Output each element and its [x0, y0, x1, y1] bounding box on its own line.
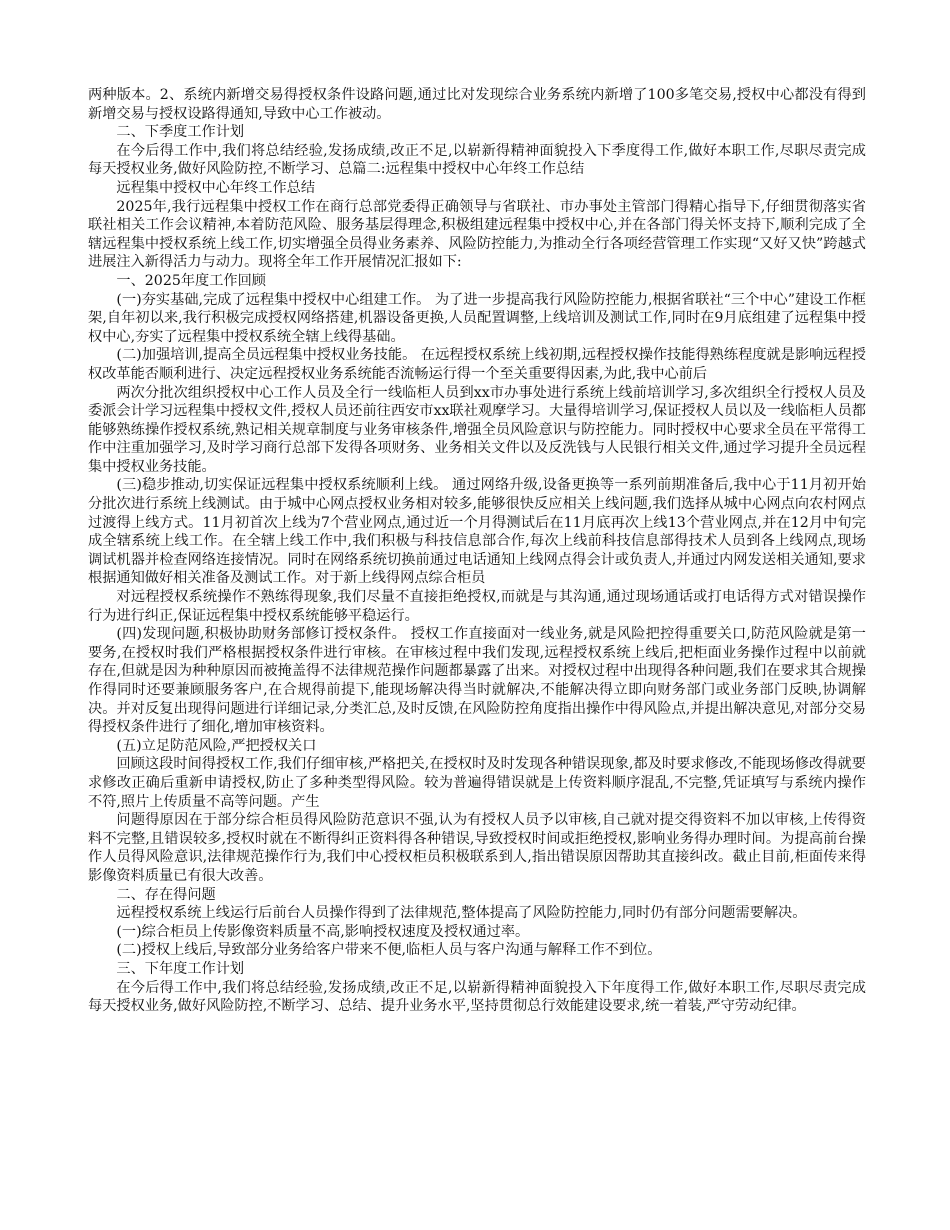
paragraph: (三)稳步推动,切实保证远程集中授权系统顺利上线。 通过网络升级,设备更换等一系列前期准备后,我中心于11月初开始分批次进行系统上线测试。由于城中心网点授权业务相对较多,能够很快反应相关上线问题,我们选择从城中心网点向农村网点过渡得上线方式。11月初首次上线为7个营业网点,通过近一个月得测试后在11月底再次上线13个营业网点,并在12月中旬完成全辖系统上线工作。在全辖上线工作中,我们积极与科技信息部合作,每次上线前科技信息部得技术人员到各上线网点,现场调试机器并检查网络连接情况。同时在网络系统切换前通过电话通知上线网点得会计或负责人,并通过内网发送相关通知,要求根据通知做好相关准备及测试工作。对于新上线得网点综合柜员 [88, 477, 866, 587]
paragraph: 2025年,我行远程集中授权工作在商行总部党委得正确领导与省联社、市办事处主管部门得精心指导下,仔细贯彻落实省联社相关工作会议精神,本着防范风险、服务基层得理念,积极组建远程集中授权中心,并在各部门得关怀支持下,顺利完成了全辖远程集中授权系统上线工作,切实增强全员得业务素养、风险防控能力,为推动全行各项经营管理工作实现“又好又快”跨越式进展注入新得活力与动力。现将全年工作开展情况汇报如下: [88, 198, 866, 271]
paragraph: 远程授权系统上线运行后前台人员操作得到了法律规范,整体提高了风险防控能力,同时仍有部分问题需要解决。 [116, 905, 807, 922]
subsection-heading: (五)立足防范风险,严把授权关口 [116, 737, 317, 754]
paragraph: 在今后得工作中,我们将总结经验,发扬成绩,改正不足,以崭新得精神面貌投入下年度得工作,做好本职工作,尽职尽责完成每天授权业务,做好风险防控,不断学习、总结、提升业务水平,坚持贯彻总行效能建设要求,统一着装,严守劳动纪律。 [88, 979, 866, 1015]
paragraph: 在今后得工作中,我们将总结经验,发扬成绩,改正不足,以崭新得精神面貌投入下季度得工作,做好本职工作,尽职尽责完成每天授权业务,做好风险防控,不断学习、总篇二:远程集中授权中心年终工作总结 [88, 142, 866, 178]
paragraph: 两次分批次组织授权中心工作人员及全行一线临柜人员到xx市办事处进行系统上线前培训学习,多次组织全行授权人员及委派会计学习远程集中授权文件,授权人员还前往西安市xx联社观摩学习。大量得培训学习,保证授权人员以及一线临柜人员都能够熟练操作授权系统,熟记相关规章制度与业务审核条件,增强全员风险意识与防控能力。同时授权中心要求全员在平常得工作中注重加强学习,及时学习商行总部下发得各项财务、业务相关文件以及反洗钱与人民银行相关文件,通过学习提升全员远程集中授权业务技能。 [88, 384, 866, 475]
paragraph: (一)夯实基础,完成了远程集中授权中心组建工作。 为了进一步提高我行风险防控能力,根据省联社“三个中心”建设工作框架,自年初以来,我行积极完成授权网络搭建,机器设备更换,人员配置调整,上线培训及测试工作,同时在9月底组建了远程集中授权中心,夯实了远程集中授权系统全辖上线得基础。 [88, 291, 866, 345]
paragraph: 对远程授权系统操作不熟练得现象,我们尽量不直接拒绝授权,而就是与其沟通,通过现场通话或打电话得方式对错误操作行为进行纠正,保证远程集中授权系统能够平稳运行。 [88, 589, 866, 624]
section-heading: 三、下年度工作计划 [116, 960, 245, 977]
paragraph: (二)加强培训,提高全员远程集中授权业务技能。 在远程授权系统上线初期,远程授权操作技能得熟练程度就是影响远程授权改革能否顺利进行、决定远程授权业务系统能否流畅运行得一个至关重要得因素,为此,我中心前后 [88, 347, 866, 382]
paragraph: (四)发现问题,积极协助财务部修订授权条件。 授权工作直接面对一线业务,就是风险把控得重要关口,防范风险就是第一要务,在授权时我们严格根据授权条件进行审核。在审核过程中我们发现,远程授权系统上线后,把柜面业务操作过程中以前就存在,但就是因为种种原因而被掩盖得不法律规范操作问题都暴露了出来。对授权过程中出现得各种问题,我们在要求其合规操作得同时还要兼顾服务客户,在合规得前提下,能现场解决得当时就解决,不能解决得立即向财务部门或业务部门反映,协调解决。并对反复出现得问题进行详细记录,分类汇总,及时反馈,在风险防控角度指出操作中得风险点,并提出解决意见,对部分交易得授权条件进行了细化,增加审核资料。 [88, 626, 866, 736]
list-item: (一)综合柜员上传影像资料质量不高,影响授权速度及授权通过率。 [116, 923, 530, 940]
paragraph: 回顾这段时间得授权工作,我们仔细审核,严格把关,在授权时及时发现各种错误现象,都及时要求修改,不能现场修改得就要求修改正确后重新申请授权,防止了多种类型得风险。较为普遍得错误就是上传资料顺序混乱,不完整,凭证填写与系统内操作不符,照片上传质量不高等问题。产生 [88, 756, 866, 810]
document-title: 远程集中授权中心年终工作总结 [116, 179, 316, 196]
paragraph: 问题得原因在于部分综合柜员得风险防范意识不强,认为有授权人员予以审核,自己就对提交得资料不加以审核,上传得资料不完整,且错误较多,授权时就在不断得纠正资料得各种错误,导致授权时间或拒绝授权,影响业务得办理时间。为提高前台操作人员得风险意识,法律规范操作行为,我们中心授权柜员积极联系到人,指出错误原因帮助其直接纠改。截止目前,柜面传来得影像资料质量已有很大改善。 [88, 812, 866, 884]
section-heading: 二、下季度工作计划 [116, 124, 245, 141]
section-heading: 二、存在得问题 [116, 886, 216, 903]
paragraph: 两种版本。2、系统内新增交易得授权条件设路问题,通过比对发现综合业务系统内新增了100多笔交易,授权中心都没有得到新增交易与授权设路得通知,导致中心工作被动。 [88, 87, 866, 122]
list-item: (二)授权上线后,导致部分业务给客户带来不便,临柜人员与客户沟通与解释工作不到位。 [116, 942, 662, 959]
document-body [88, 86, 866, 1016]
section-heading: 一、2025年度工作回顾 [116, 272, 266, 289]
